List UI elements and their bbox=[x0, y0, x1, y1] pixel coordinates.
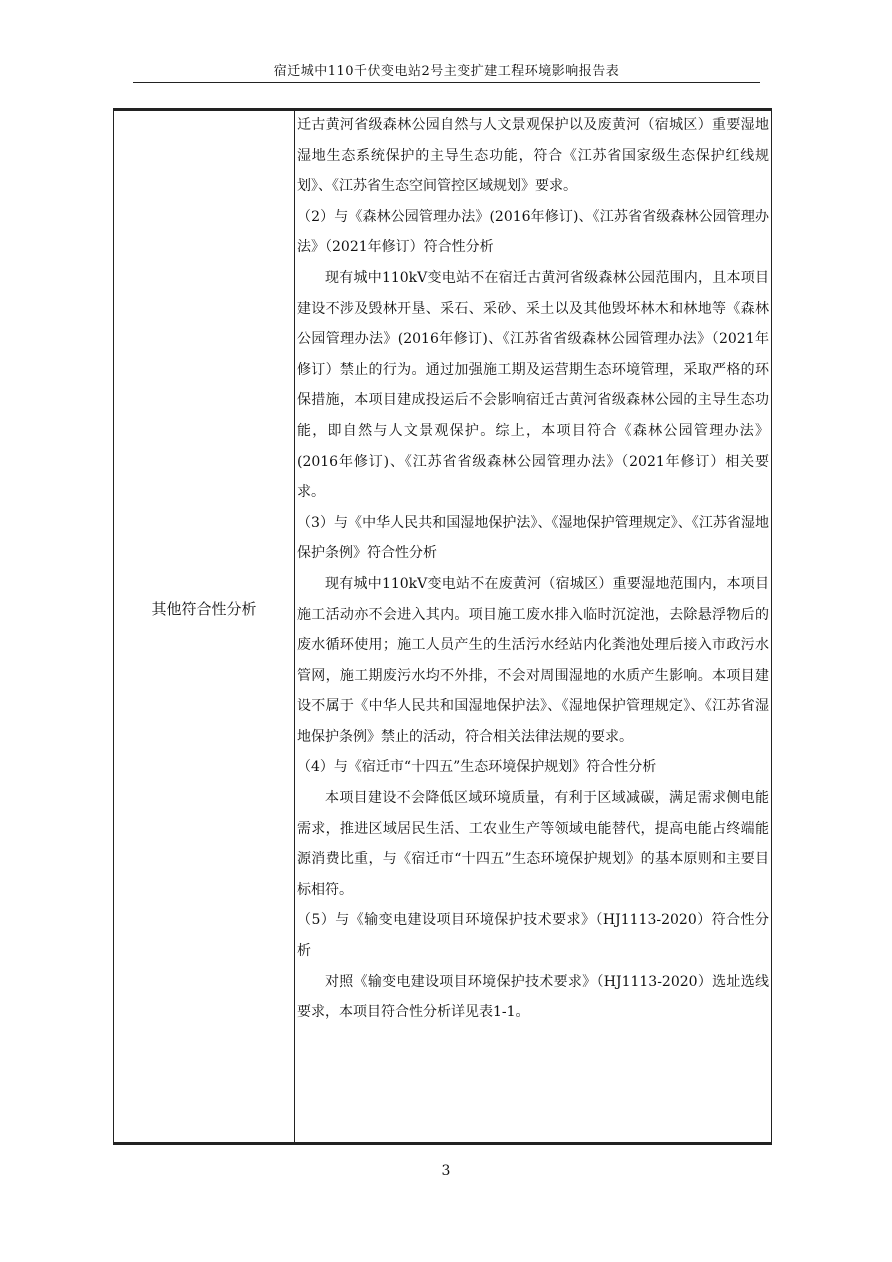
section-heading: （4）与《宿迁市“十四五”生态环境保护规划》符合性分析 bbox=[297, 759, 657, 776]
section-heading: （3）与《中华人民共和国湿地保护法》、《湿地保护管理规定》、《江苏省湿地保护条例》符合性分析 bbox=[297, 514, 769, 562]
section-heading: （2）与《森林公园管理办法》(2016年修订)、《江苏省省级森林公园管理办法》（2021年修订）符合性分析 bbox=[297, 208, 769, 256]
page-number: 3 bbox=[441, 1163, 451, 1179]
section-heading: （5）与《输变电建设项目环境保护技术要求》（HJ1113-2020）符合性分析 bbox=[297, 912, 769, 960]
row-label: 其他符合性分析 bbox=[151, 600, 257, 618]
analysis-table bbox=[113, 108, 772, 1145]
header-rule bbox=[133, 82, 760, 83]
table-content-cell bbox=[297, 110, 769, 1028]
paragraph: 本项目建设不会降低区域环境质量，有利于区域减碳，满足需求侧电能需求，推进区域居民生活、工农业生产等领域电能替代，提高电能占终端能源消费比重，与《宿迁市“十四五”生态环境保护规划》的基本原则和主要目标相符。 bbox=[297, 790, 769, 898]
paragraph: 现有城中110kV变电站不在宿迁古黄河省级森林公园范围内，且本项目建设不涉及毁林开垦、采石、采砂、采土以及其他毁坏林木和林地等《森林公园管理办法》(2016年修订)、《江苏省省级森林公园管理办法》（2021年修订）禁止的行为。通过加强施工期及运营期生态环境管理，采取严格的环保措施，本项目建成投运后不会影响宿迁古黄河省级森林公园的主导生态功能，即自然与人文景观保护。综上，本项目符合《森林公园管理办法》(2016年修订)、《江苏省省级森林公园管理办法》（2021年修订）相关要求。 bbox=[297, 269, 769, 501]
page-header: 宿迁城中110千伏变电站2号主变扩建工程环境影响报告表 bbox=[273, 64, 620, 79]
column-divider bbox=[294, 109, 295, 1144]
paragraph: 迁古黄河省级森林公园自然与人文景观保护以及废黄河（宿城区）重要湿地湿地生态系统保护的主导生态功能，符合《江苏省国家级生态保护红线规划》、《江苏省生态空间管控区域规划》要求。 bbox=[297, 117, 769, 195]
paragraph: 现有城中110kV变电站不在废黄河（宿城区）重要湿地范围内，本项目施工活动亦不会进入其内。项目施工废水排入临时沉淀池，去除悬浮物后的废水循环使用；施工人员产生的生活污水经站内化粪池处理后接入市政污水管网，施工期废污水均不外排，不会对周围湿地的水质产生影响。本项目建设不属于《中华人民共和国湿地保护法》、《湿地保护管理规定》、《江苏省湿地保护条例》禁止的活动，符合相关法律法规的要求。 bbox=[297, 575, 769, 745]
paragraph: 对照《输变电建设项目环境保护技术要求》（HJ1113-2020）选址选线要求，本项目符合性分析详见表1-1。 bbox=[297, 973, 769, 1021]
